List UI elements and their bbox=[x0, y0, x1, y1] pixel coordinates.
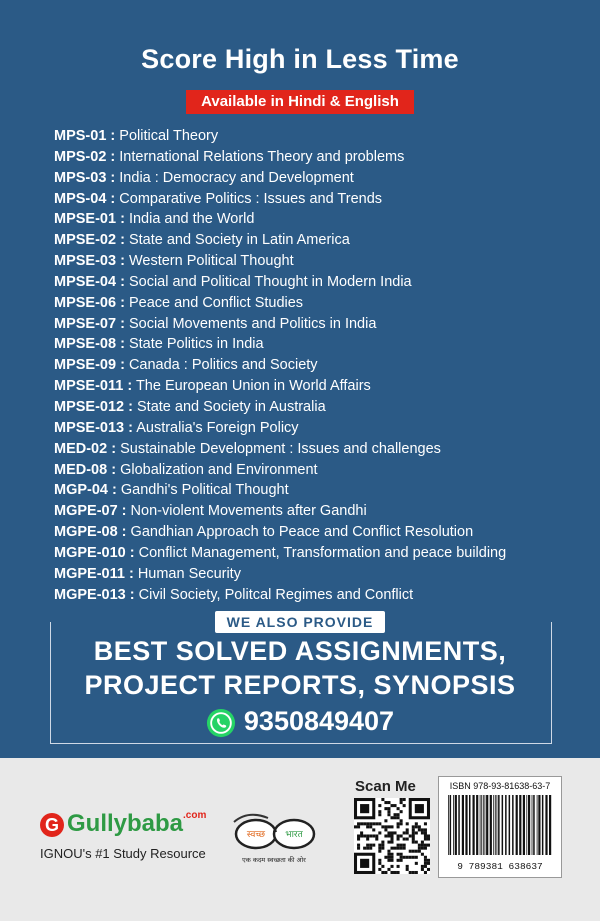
course-name: Social Movements and Politics in India bbox=[128, 315, 377, 332]
services-line-1: BEST SOLVED ASSIGNMENTS, bbox=[93, 636, 507, 666]
phone-row bbox=[0, 706, 600, 738]
course-name: India and the World bbox=[128, 211, 255, 228]
course-code: MED-08 : bbox=[54, 461, 117, 478]
course-item bbox=[54, 418, 574, 439]
course-name: Non-violent Movements after Gandhi bbox=[130, 503, 367, 520]
course-code: MPSE-07 : bbox=[54, 315, 125, 332]
course-item bbox=[54, 126, 574, 147]
course-item bbox=[54, 543, 574, 564]
course-code: MPSE-09 : bbox=[54, 357, 125, 374]
course-name: International Relations Theory and problems bbox=[119, 148, 405, 165]
course-code: MGPE-011 : bbox=[54, 565, 134, 582]
course-name: State and Society in Australia bbox=[137, 398, 326, 415]
services-line-2: PROJECT REPORTS, SYNOPSIS bbox=[84, 670, 516, 700]
services-tab bbox=[0, 611, 600, 633]
course-name: The European Union in World Affairs bbox=[135, 378, 371, 395]
course-name: India : Democracy and Development bbox=[119, 169, 354, 186]
course-code: MPSE-011 : bbox=[54, 378, 133, 395]
course-item bbox=[54, 209, 574, 230]
course-name: Conflict Management, Transformation and peace building bbox=[138, 544, 507, 561]
course-name: State Politics in India bbox=[128, 336, 264, 353]
course-item bbox=[54, 168, 574, 189]
course-name: Sustainable Development : Issues and challenges bbox=[120, 440, 441, 457]
gullybaba-logo-icon: G bbox=[40, 813, 64, 837]
course-name: State and Society in Latin America bbox=[128, 232, 350, 249]
course-name: Human Security bbox=[137, 565, 241, 582]
course-name: Civil Society, Politcal Regimes and Conflict bbox=[138, 586, 414, 603]
course-code: MPSE-02 : bbox=[54, 232, 125, 249]
course-code: MGPE-08 : bbox=[54, 524, 127, 541]
course-code: MGP-04 : bbox=[54, 482, 117, 499]
course-item bbox=[54, 397, 574, 418]
course-item bbox=[54, 314, 574, 335]
gullybaba-logo bbox=[40, 810, 206, 838]
course-item bbox=[54, 501, 574, 522]
course-code: MPSE-013 : bbox=[54, 419, 133, 436]
swachh-right-text: भारत bbox=[285, 830, 303, 840]
brand-tld: .com bbox=[183, 810, 207, 821]
course-item bbox=[54, 480, 574, 501]
course-item bbox=[54, 460, 574, 481]
course-item bbox=[54, 439, 574, 460]
course-code: MGPE-013 : bbox=[54, 586, 135, 603]
language-badge: Available in Hindi & English bbox=[186, 90, 414, 114]
course-item bbox=[54, 230, 574, 251]
course-name: Comparative Politics : Issues and Trends bbox=[119, 190, 383, 207]
page-title: Score High in Less Time bbox=[141, 44, 459, 74]
course-name: Gandhi's Political Thought bbox=[120, 482, 289, 499]
course-code: MPS-04 : bbox=[54, 190, 116, 207]
swachh-left-text: स्वच्छ bbox=[246, 830, 266, 840]
course-item bbox=[54, 293, 574, 314]
course-name: Western Political Thought bbox=[128, 253, 294, 270]
course-name: Gandhian Approach to Peace and Conflict Resolution bbox=[130, 524, 474, 541]
course-list bbox=[54, 126, 574, 605]
course-item bbox=[54, 272, 574, 293]
course-code: MPS-03 : bbox=[54, 169, 116, 186]
isbn-text: ISBN 978-93-81638-63-7 bbox=[449, 781, 551, 791]
course-item bbox=[54, 189, 574, 210]
brand-tagline: IGNOU's #1 Study Resource bbox=[40, 846, 206, 861]
swachh-bharat-glasses-icon bbox=[228, 808, 320, 870]
services-tab-label: WE ALSO PROVIDE bbox=[215, 611, 386, 633]
course-code: MGPE-07 : bbox=[54, 503, 127, 520]
scan-me-label: Scan Me bbox=[355, 778, 416, 795]
course-code: MPSE-012 : bbox=[54, 398, 133, 415]
course-name: Political Theory bbox=[119, 128, 219, 144]
swachh-caption: एक कदम स्वच्छता की ओर bbox=[242, 856, 306, 864]
course-item bbox=[54, 251, 574, 272]
course-code: MGPE-010 : bbox=[54, 544, 135, 561]
barcode-digits: 9 789381 638637 bbox=[457, 861, 543, 872]
course-code: MPSE-04 : bbox=[54, 273, 125, 290]
course-code: MPSE-06 : bbox=[54, 294, 125, 311]
course-code: MPS-01 : bbox=[54, 128, 116, 144]
barcode bbox=[447, 795, 553, 855]
qr-code[interactable] bbox=[354, 798, 430, 874]
isbn-box bbox=[438, 776, 562, 878]
course-code: MPSE-03 : bbox=[54, 253, 125, 270]
course-code: MED-02 : bbox=[54, 440, 117, 457]
course-item bbox=[54, 376, 574, 397]
whatsapp-icon bbox=[206, 708, 236, 738]
brand-name: Gullybaba bbox=[67, 810, 184, 837]
course-item bbox=[54, 585, 574, 606]
course-item bbox=[54, 355, 574, 376]
course-name: Globalization and Environment bbox=[120, 461, 318, 478]
phone-number[interactable]: 9350849407 bbox=[243, 706, 395, 736]
course-name: Canada : Politics and Society bbox=[128, 357, 318, 374]
course-item bbox=[54, 147, 574, 168]
course-code: MPSE-08 : bbox=[54, 336, 125, 353]
course-item bbox=[54, 522, 574, 543]
course-item bbox=[54, 564, 574, 585]
course-item bbox=[54, 334, 574, 355]
course-code: MPS-02 : bbox=[54, 148, 116, 165]
course-name: Australia's Foreign Policy bbox=[136, 419, 299, 436]
course-code: MPSE-01 : bbox=[54, 211, 125, 228]
course-name: Peace and Conflict Studies bbox=[128, 294, 304, 311]
course-name: Social and Political Thought in Modern India bbox=[128, 273, 412, 290]
